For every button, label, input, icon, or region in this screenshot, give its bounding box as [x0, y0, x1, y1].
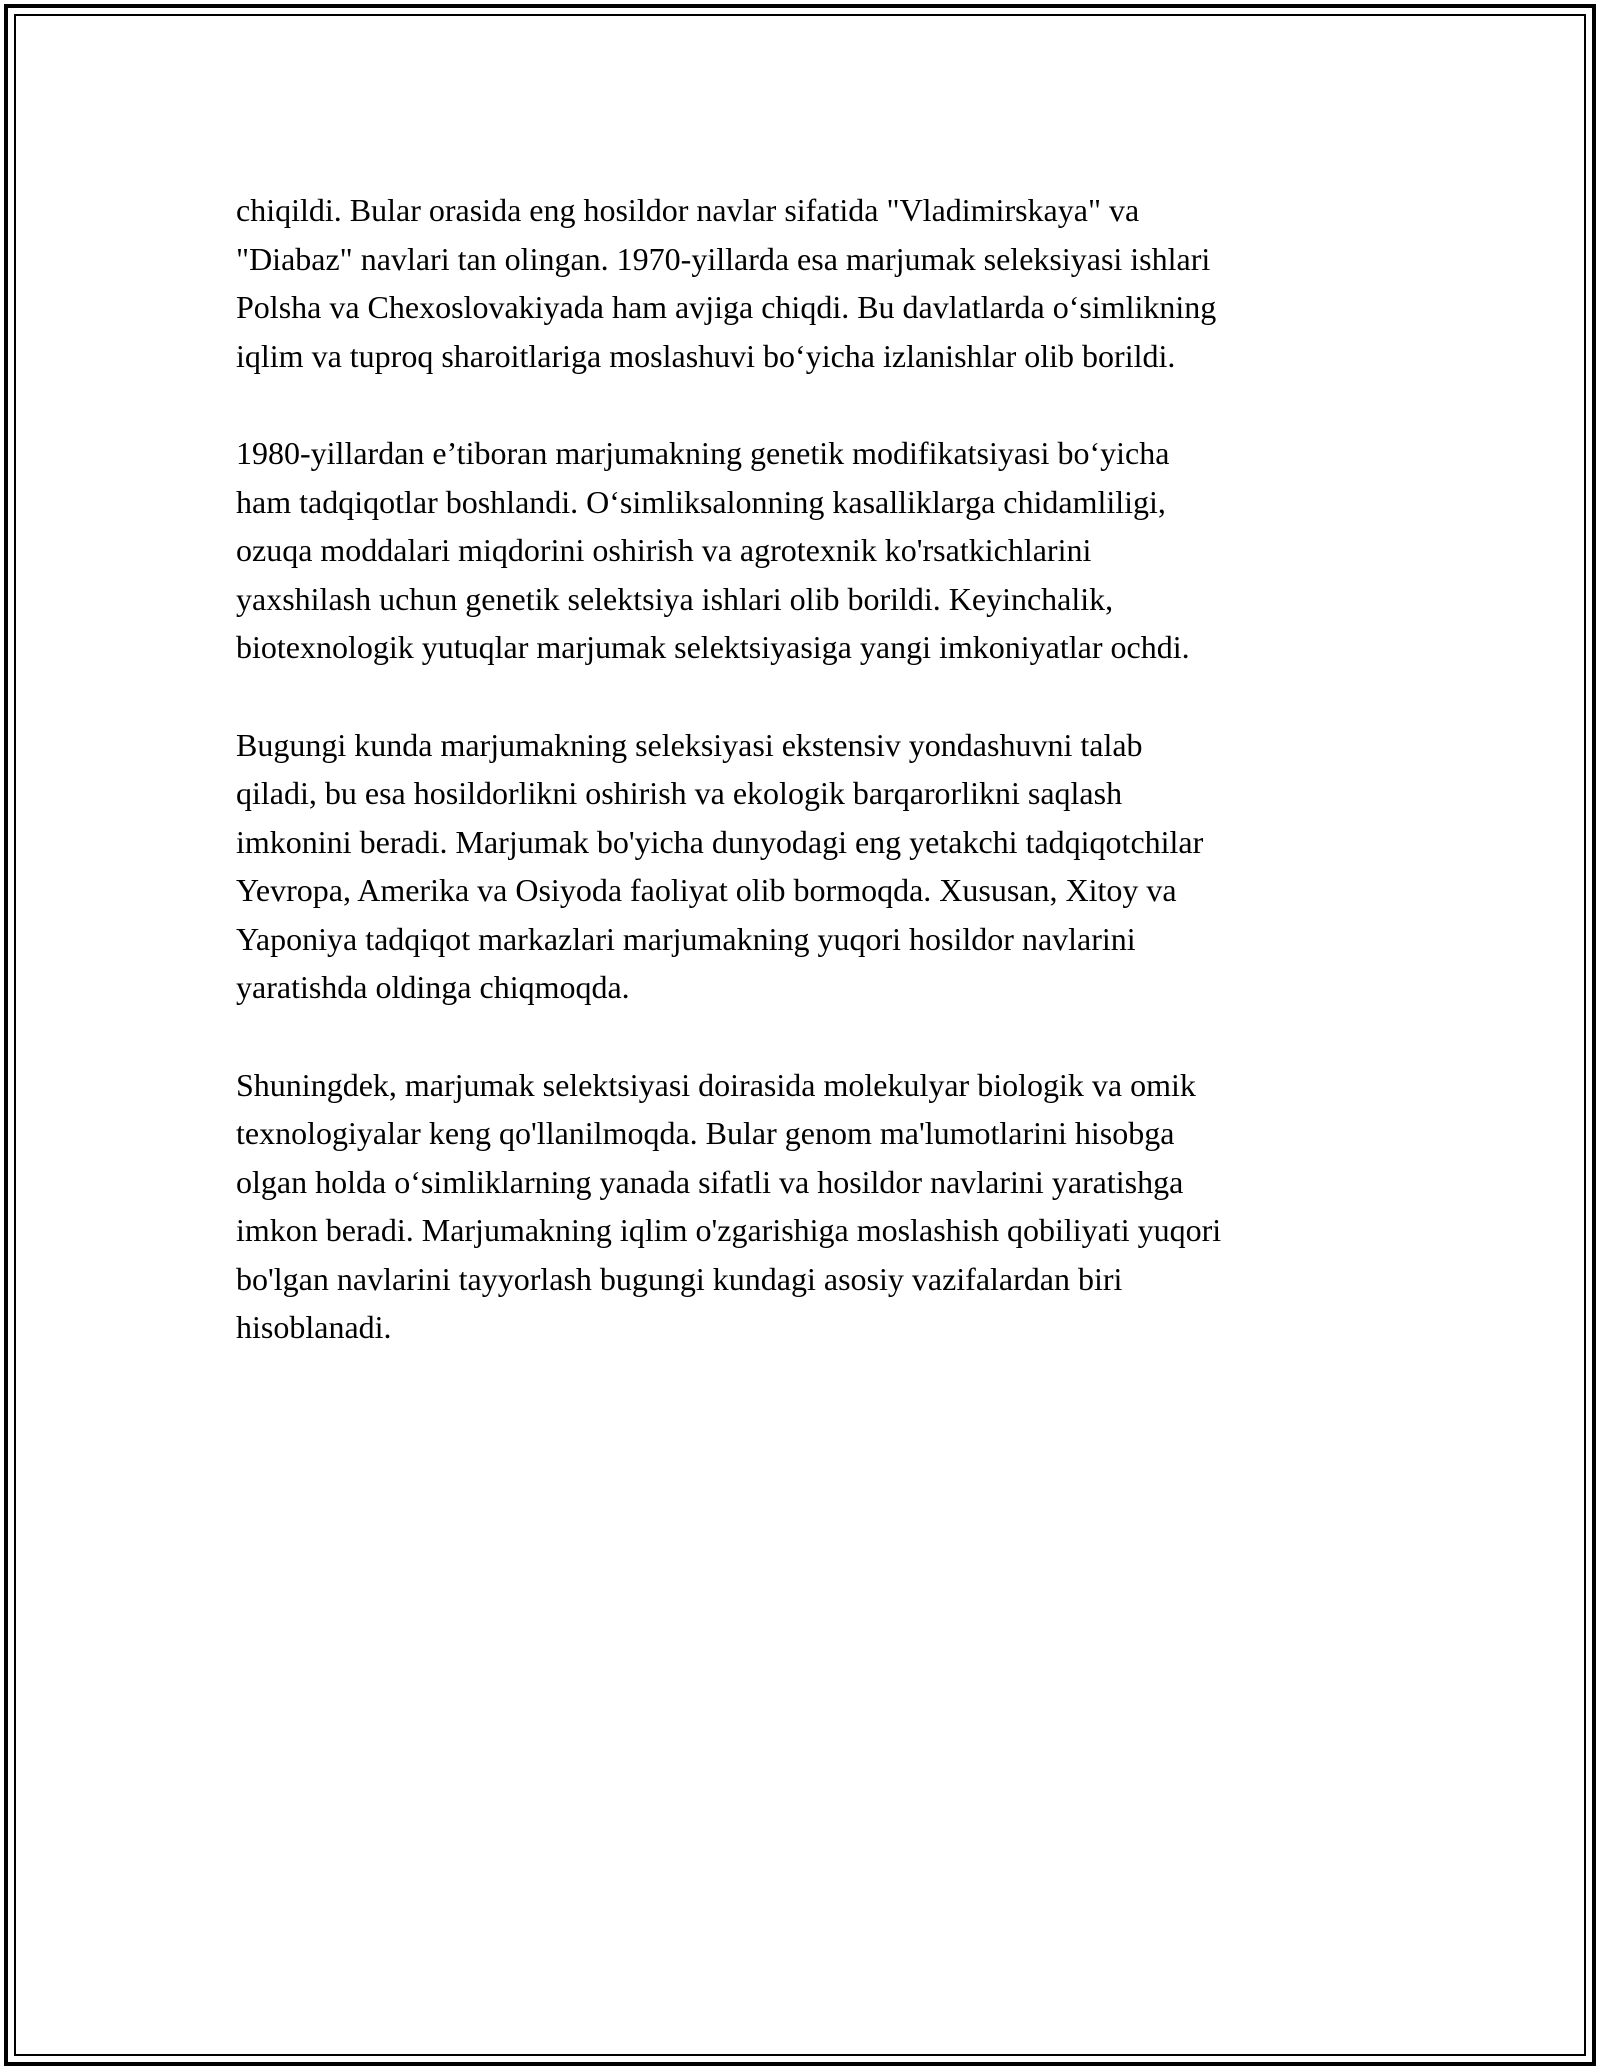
paragraph-2	[236, 429, 1366, 672]
paragraph-3	[236, 721, 1366, 1012]
document-body	[236, 186, 1366, 1401]
paragraph-1	[236, 186, 1366, 380]
text-line: iqlim va tuproq sharoitlariga moslashuvi bo‘yicha izlanishlar olib borildi.	[236, 337, 1176, 374]
paragraph-4	[236, 1061, 1366, 1352]
text-line: hisoblanadi.	[236, 1309, 392, 1345]
text-line: 1980-yillardan e’tiboran marjumakning genetik modifikatsiyasi bo‘yicha	[236, 435, 1170, 471]
text-line: Shuningdek, marjumak selektsiyasi doirasida molekulyar biologik va omik	[236, 1066, 1196, 1103]
text-line: olgan holda o‘simliklarning yanada sifatli va hosildor navlarini yaratishga	[236, 1163, 1184, 1200]
text-line: bo'lgan navlarini tayyorlash bugungi kundagi asosiy vazifalardan biri	[236, 1260, 1123, 1297]
text-line: yaratishda oldinga chiqmoqda.	[236, 969, 630, 1005]
text-line: qiladi, bu esa hosildorlikni oshirish va ekologik barqarorlikni saqlash	[236, 775, 1123, 811]
text-line: ozuqa moddalari miqdorini oshirish va agrotexnik ko'rsatkichlarini	[236, 532, 1092, 568]
text-line: Yaponiya tadqiqot markazlari marjumakning yuqori hosildor navlarini	[236, 920, 1136, 957]
text-line: texnologiyalar keng qo'llanilmoqda. Bular genom ma'lumotlarini hisobga	[236, 1115, 1175, 1151]
text-line: yaxshilash uchun genetik selektsiya ishlari olib borildi. Keyinchalik,	[236, 580, 1114, 617]
text-line: Yevropa, Amerika va Osiyoda faoliyat olib bormoqda. Xususan, Xitoy va	[236, 872, 1177, 908]
text-line: imkon beradi. Marjumakning iqlim o'zgarishiga moslashish qobiliyati yuqori	[236, 1212, 1222, 1248]
text-line: biotexnologik yutuqlar marjumak selektsiyasiga yangi imkoniyatlar ochdi.	[236, 629, 1190, 665]
text-line: "Diabaz" navlari tan olingan. 1970-yillarda esa marjumak seleksiyasi ishlari	[236, 240, 1211, 277]
text-line: ham tadqiqotlar boshlandi. O‘simliksalonning kasalliklarga chidamliligi,	[236, 483, 1166, 520]
text-line: imkonini beradi. Marjumak bo'yicha dunyodagi eng yetakchi tadqiqotchilar	[236, 823, 1204, 860]
text-line: Bugungi kunda marjumakning seleksiyasi ekstensiv yondashuvni talab	[236, 726, 1143, 763]
text-line: chiqildi. Bular orasida eng hosildor navlar sifatida "Vladimirskaya" va	[236, 192, 1140, 228]
text-line: Polsha va Chexoslovakiyada ham avjiga chiqdi. Bu davlatlarda o‘simlikning	[236, 289, 1217, 325]
